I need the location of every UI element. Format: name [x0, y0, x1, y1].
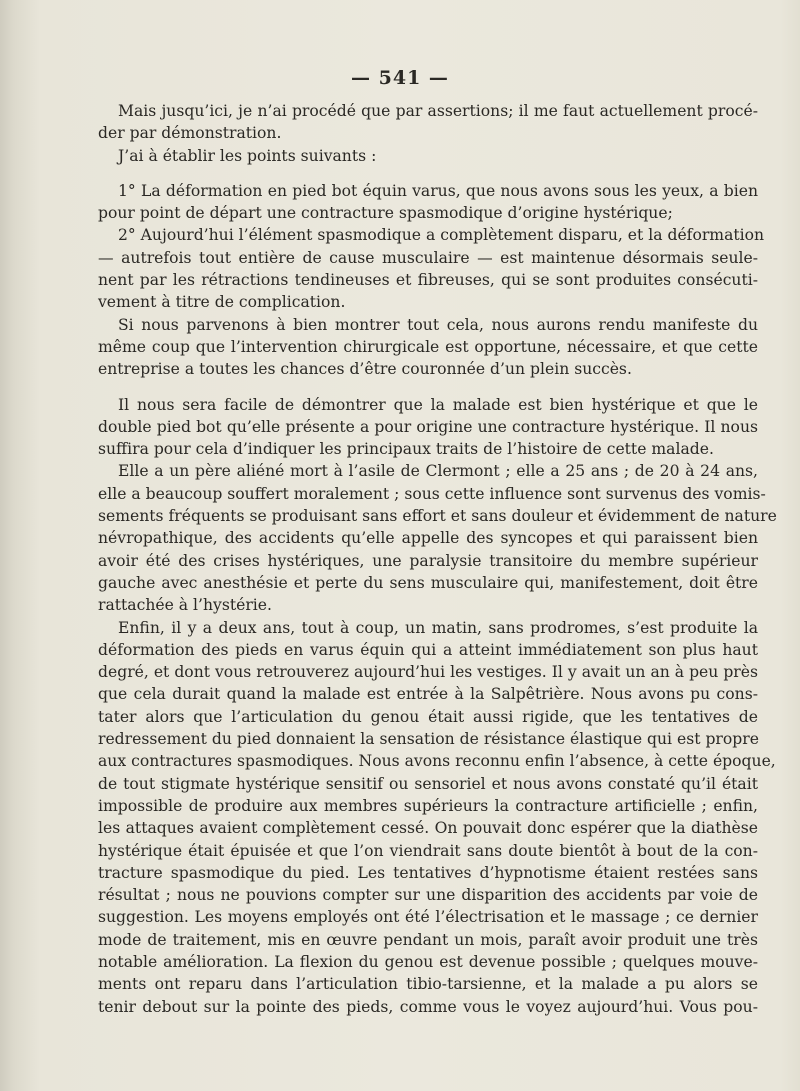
text-line: avoir été des crises hystériques, une paralysie transitoire du membre supérieur — [98, 551, 758, 570]
text-line: mode de traitement, mis en œuvre pendant un mois, paraît avoir produit une très — [98, 930, 758, 949]
text-line: gauche avec anesthésie et perte du sens musculaire qui, manifestement, doit être — [98, 573, 758, 592]
body-text — [98, 100, 777, 1018]
text-line: Si nous parvenons à bien montrer tout cela, nous aurons rendu manifeste du — [118, 315, 758, 334]
text-line: entreprise a toutes les chances d’être couronnée d’un plein succès. — [98, 360, 632, 379]
text-line: Mais jusqu’ici, je n’ai procédé que par assertions; il me faut actuellement procé- — [118, 102, 758, 120]
text-line: résultat ; nous ne pouvions compter sur une disparition des accidents par voie de — [98, 886, 758, 905]
text-line: pour point de départ une contracture spasmodique d’origine hystérique; — [98, 204, 673, 223]
text-line: même coup que l’intervention chirurgicale est opportune, nécessaire, et que cette — [98, 337, 758, 356]
text-line: notable amélioration. La flexion du genou est devenue possible ; quelques mouve- — [98, 952, 758, 971]
text-line: que cela durait quand la malade est entrée à la Salpêtrière. Nous avons pu cons- — [98, 685, 758, 704]
text-line: degré, et dont vous retrouverez aujourd’hui les vestiges. Il y avait un an à peu près — [98, 663, 758, 682]
text-line: aux contractures spasmodiques. Nous avons reconnu enfin l’absence, à cette époque, — [98, 752, 776, 771]
text-line: nent par les rétractions tendineuses et fibreuses, qui se sont produites consécuti- — [98, 271, 758, 290]
text-line: suffira pour cela d’indiquer les principaux traits de l’histoire de cette malade. — [98, 440, 714, 459]
text-line: ments ont reparu dans l’articulation tibio-tarsienne, et la malade a pu alors se — [98, 975, 758, 994]
text-line: rattachée à l’hystérie. — [98, 596, 272, 615]
text-line: névropathique, des accidents qu’elle appelle des syncopes et qui paraissent bien — [98, 529, 758, 548]
text-line: hystérique était épuisée et que l’on viendrait sans doute bientôt à bout de la con- — [98, 841, 758, 860]
text-line: de tout stigmate hystérique sensitif ou sensoriel et nous avons constaté qu’il était — [98, 774, 758, 793]
text-line: tracture spasmodique du pied. Les tentatives d’hypnotisme étaient restées sans — [98, 863, 758, 882]
text-line: tenir debout sur la pointe des pieds, comme vous le voyez aujourd’hui. Vous pou- — [98, 997, 758, 1016]
text-line: Enfin, il y a deux ans, tout à coup, un matin, sans prodromes, s’est produite la — [118, 618, 758, 637]
text-line: tater alors que l’articulation du genou était aussi rigide, que les tentatives de — [98, 707, 758, 726]
text-line: redressement du pied donnaient la sensation de résistance élastique qui est propre — [98, 730, 759, 749]
text-line: — autrefois tout entière de cause musculaire — est maintenue désormais seule- — [98, 248, 758, 267]
text-line: elle a beaucoup souffert moralement ; sous cette influence sont survenus des vomis- — [98, 484, 766, 503]
paragraph-gap — [98, 381, 758, 394]
page-number: — 541 — — [351, 67, 449, 89]
text-line: vement à titre de complication. — [98, 293, 346, 312]
text-line: J’ai à établir les points suivants : — [118, 146, 377, 165]
text-line: double pied bot qu’elle présente a pour origine une contracture hystérique. Il nous — [98, 417, 758, 436]
text-line: déformation des pieds en varus équin qui a atteint immédiatement son plus haut — [98, 640, 758, 659]
text-line: suggestion. Les moyens employés ont été l’électrisation et le massage ; ce dernier — [98, 908, 758, 927]
text-line: Elle a un père aliéné mort à l’asile de Clermont ; elle a 25 ans ; de 20 à 24 ans, — [118, 462, 758, 481]
text-line: impossible de produire aux membres supérieurs la contracture artificielle ; enfin, — [98, 796, 758, 815]
paragraph-gap — [98, 167, 758, 180]
text-line: 1° La déformation en pied bot équin varus, que nous avons sous les yeux, a bien — [118, 181, 758, 200]
text-line: 2° Aujourd’hui l’élément spasmodique a complètement disparu, et la déformation — [118, 226, 765, 245]
text-line: Il nous sera facile de démontrer que la malade est bien hystérique et que le — [118, 395, 758, 414]
text-line: les attaques avaient complètement cessé. On pouvait donc espérer que la diathèse — [98, 819, 758, 838]
text-line: der par démonstration. — [98, 124, 282, 143]
text-line: sements fréquents se produisant sans effort et sans douleur et évidemment de nature — [98, 507, 777, 526]
